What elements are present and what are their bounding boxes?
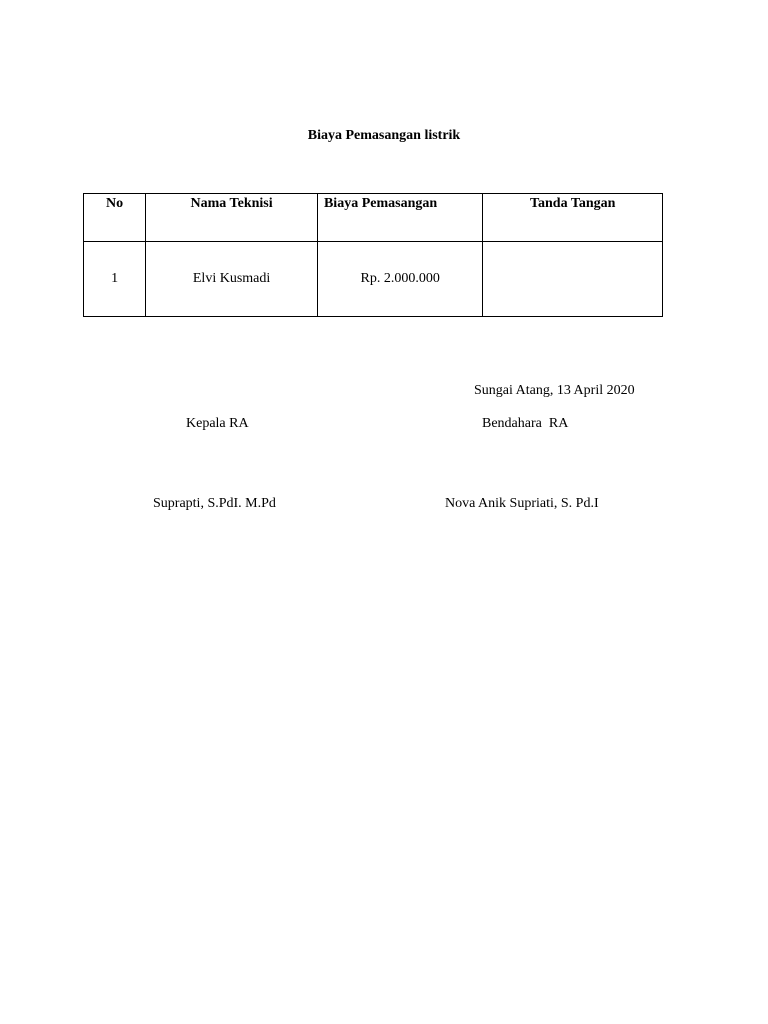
header-tanda-tangan: Tanda Tangan xyxy=(483,194,663,242)
table-row xyxy=(84,242,663,317)
header-biaya-pemasangan: Biaya Pemasangan xyxy=(317,194,482,242)
signer-left-name: Suprapti, S.PdI. M.Pd xyxy=(153,496,276,511)
signer-right-name: Nova Anik Supriati, S. Pd.I xyxy=(445,496,599,511)
signer-left-role: Kepala RA xyxy=(186,416,249,431)
cell-nama-teknisi: Elvi Kusmadi xyxy=(146,242,318,317)
signer-right-role: Bendahara RA xyxy=(482,416,569,431)
cell-tanda-tangan xyxy=(483,242,663,317)
place-date: Sungai Atang, 13 April 2020 xyxy=(474,383,635,398)
page-title: Biaya Pemasangan listrik xyxy=(307,128,461,143)
cell-no: 1 xyxy=(84,242,146,317)
cell-biaya-pemasangan: Rp. 2.000.000 xyxy=(317,242,482,317)
header-nama-teknisi: Nama Teknisi xyxy=(146,194,318,242)
cost-table xyxy=(83,193,663,317)
header-no: No xyxy=(84,194,146,242)
table-header-row xyxy=(84,194,663,242)
